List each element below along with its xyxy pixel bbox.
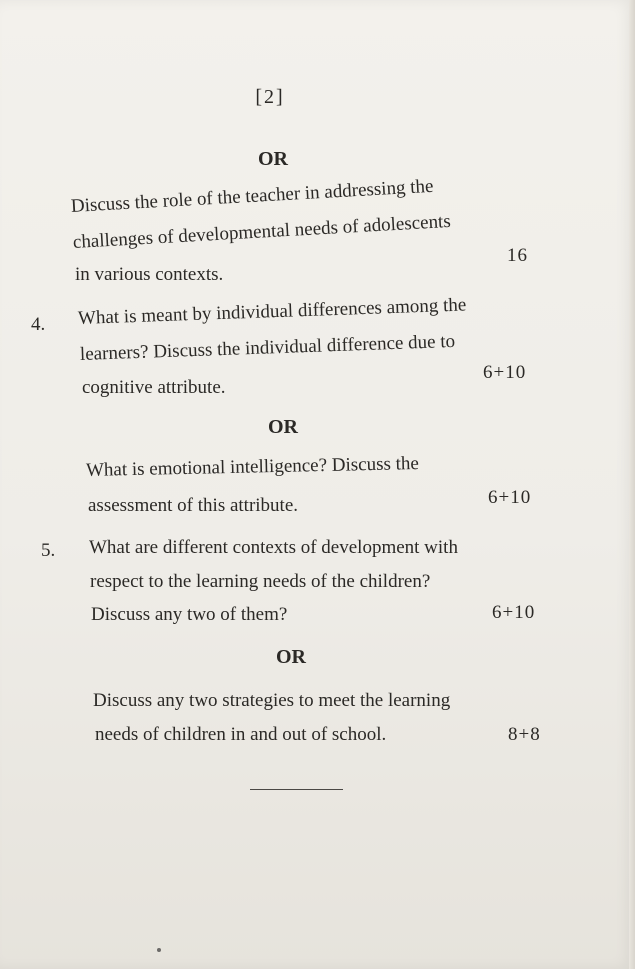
paper-speck [157,948,161,952]
q5-alt-line-1: Discuss any two strategies to meet the learning [93,690,451,711]
or-separator-1: OR [258,148,288,170]
q5-alt-marks: 8+8 [508,724,541,745]
q5-marks: 6+10 [492,602,536,623]
q3-alt-line-2: challenges of developmental needs of adolescents [72,210,452,253]
q5-alt-line-2: needs of children in and out of school. [95,724,387,745]
q3-alt-marks: 16 [507,245,528,266]
q4-number: 4. [31,314,46,335]
page-number: [2] [255,86,285,108]
q4-alt-line-1: What is emotional intelligence? Discuss the [85,453,420,481]
q5-number: 5. [41,540,56,561]
q5-line-2: respect to the learning needs of the children? [90,571,431,592]
q5-line-3: Discuss any two of them? [91,604,288,625]
q5-line-1: What are different contexts of development with [89,537,458,558]
q3-alt-line-1: Discuss the role of the teacher in addressing the [70,175,434,217]
q3-alt-line-3: in various contexts. [75,264,224,285]
page-edge-shadow [629,0,635,969]
end-rule [250,789,343,790]
q4-line-2: learners? Discuss the individual difference due to [79,330,456,365]
q4-line-1: What is meant by individual differences among the [77,294,467,329]
q4-alt-marks: 6+10 [488,487,532,508]
q4-line-3: cognitive attribute. [82,377,226,398]
or-separator-3: OR [276,646,306,668]
or-separator-2: OR [268,416,298,438]
q4-alt-line-2: assessment of this attribute. [88,495,299,516]
q4-marks: 6+10 [483,362,527,383]
